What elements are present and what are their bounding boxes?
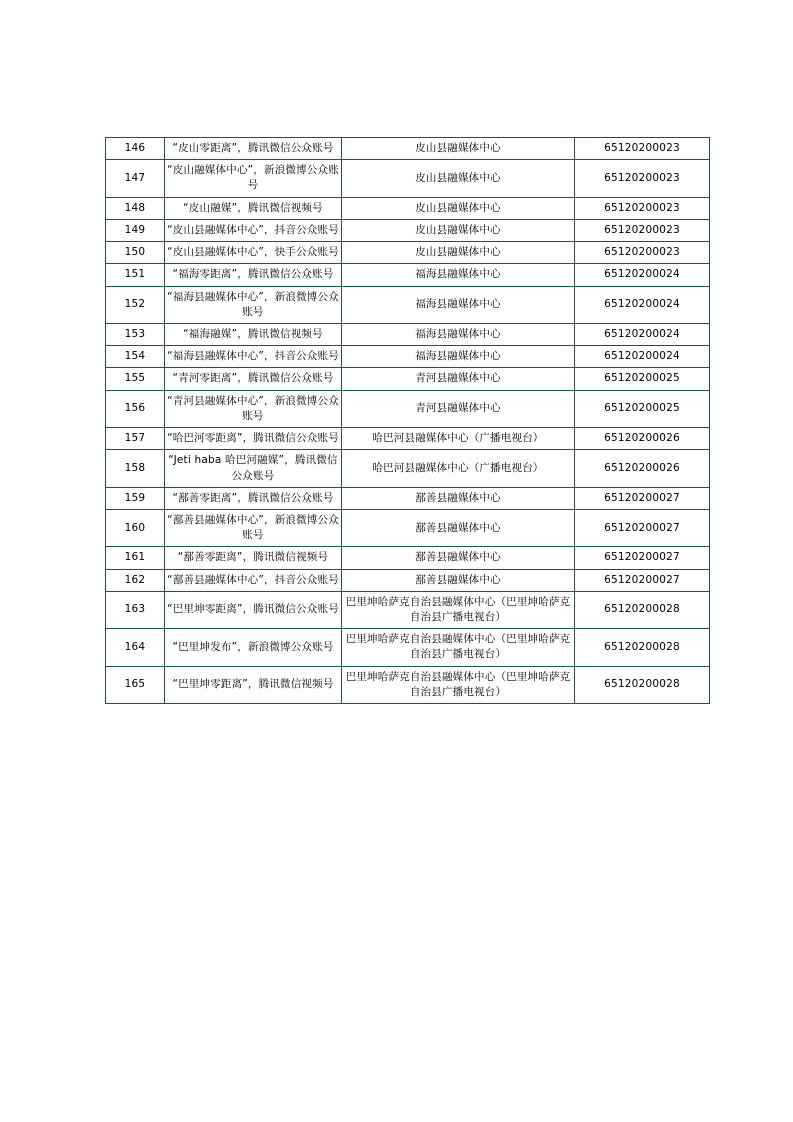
cell-organization: 福海县融媒体中心 <box>342 286 575 323</box>
cell-serial-number: 151 <box>106 264 165 286</box>
cell-serial-number: 149 <box>106 219 165 241</box>
table-row <box>106 569 710 591</box>
table-row <box>106 346 710 368</box>
table-body <box>106 138 710 704</box>
cell-code: 65120200025 <box>575 368 710 390</box>
cell-code: 65120200023 <box>575 160 710 197</box>
cell-account-name: “哈巴河零距离”，腾讯微信公众账号 <box>165 428 342 450</box>
cell-account-name: “青河零距离”，腾讯微信公众账号 <box>165 368 342 390</box>
cell-code: 65120200023 <box>575 242 710 264</box>
cell-serial-number: 152 <box>106 286 165 323</box>
cell-organization: 鄯善县融媒体中心 <box>342 569 575 591</box>
cell-organization: 巴里坤哈萨克自治县融媒体中心（巴里坤哈萨克自治县广播电视台） <box>342 591 575 628</box>
cell-organization: 福海县融媒体中心 <box>342 346 575 368</box>
table-row <box>106 390 710 427</box>
cell-serial-number: 163 <box>106 591 165 628</box>
cell-organization: 皮山县融媒体中心 <box>342 197 575 219</box>
cell-account-name: “皮山零距离”，腾讯微信公众账号 <box>165 138 342 160</box>
cell-serial-number: 165 <box>106 666 165 703</box>
cell-organization: 皮山县融媒体中心 <box>342 138 575 160</box>
cell-code: 65120200023 <box>575 138 710 160</box>
table-row <box>106 428 710 450</box>
table-row <box>106 219 710 241</box>
cell-organization: 鄯善县融媒体中心 <box>342 487 575 509</box>
cell-serial-number: 160 <box>106 509 165 546</box>
table-row <box>106 629 710 666</box>
cell-organization: 皮山县融媒体中心 <box>342 242 575 264</box>
cell-code: 65120200024 <box>575 323 710 345</box>
cell-serial-number: 158 <box>106 450 165 487</box>
cell-account-name: “青河县融媒体中心”，新浪微博公众账号 <box>165 390 342 427</box>
cell-serial-number: 154 <box>106 346 165 368</box>
cell-code: 65120200027 <box>575 547 710 569</box>
cell-organization: 皮山县融媒体中心 <box>342 160 575 197</box>
cell-account-name: “巴里坤发布”，新浪微博公众账号 <box>165 629 342 666</box>
cell-code: 65120200028 <box>575 666 710 703</box>
cell-account-name: “皮山县融媒体中心”，抖音公众账号 <box>165 219 342 241</box>
table-row <box>106 547 710 569</box>
cell-organization: 巴里坤哈萨克自治县融媒体中心（巴里坤哈萨克自治县广播电视台） <box>342 629 575 666</box>
cell-account-name: “皮山融媒体中心”，新浪微博公众账号 <box>165 160 342 197</box>
cell-serial-number: 147 <box>106 160 165 197</box>
table-row <box>106 323 710 345</box>
media-registry-table <box>105 137 710 704</box>
media-registry-table-wrapper <box>105 137 689 704</box>
table-row <box>106 450 710 487</box>
cell-organization: 皮山县融媒体中心 <box>342 219 575 241</box>
cell-account-name: “鄯善零距离”，腾讯微信视频号 <box>165 547 342 569</box>
table-row <box>106 286 710 323</box>
table-row <box>106 138 710 160</box>
cell-account-name: “福海县融媒体中心”，新浪微博公众账号 <box>165 286 342 323</box>
cell-serial-number: 150 <box>106 242 165 264</box>
cell-serial-number: 155 <box>106 368 165 390</box>
cell-account-name: “巴里坤零距离”，腾讯微信视频号 <box>165 666 342 703</box>
cell-account-name: “鄯善零距离”，腾讯微信公众账号 <box>165 487 342 509</box>
cell-code: 65120200028 <box>575 591 710 628</box>
table-row <box>106 160 710 197</box>
cell-serial-number: 153 <box>106 323 165 345</box>
cell-serial-number: 148 <box>106 197 165 219</box>
cell-organization: 青河县融媒体中心 <box>342 390 575 427</box>
cell-organization: 巴里坤哈萨克自治县融媒体中心（巴里坤哈萨克自治县广播电视台） <box>342 666 575 703</box>
cell-code: 65120200024 <box>575 286 710 323</box>
table-row <box>106 487 710 509</box>
cell-account-name: “巴里坤零距离”，腾讯微信公众账号 <box>165 591 342 628</box>
cell-code: 65120200023 <box>575 197 710 219</box>
table-row <box>106 242 710 264</box>
cell-serial-number: 161 <box>106 547 165 569</box>
cell-organization: 哈巴河县融媒体中心（广播电视台） <box>342 450 575 487</box>
cell-account-name: “皮山县融媒体中心”，快手公众账号 <box>165 242 342 264</box>
cell-code: 65120200026 <box>575 450 710 487</box>
cell-account-name: “鄯善县融媒体中心”，抖音公众账号 <box>165 569 342 591</box>
cell-account-name: “福海零距离”，腾讯微信公众账号 <box>165 264 342 286</box>
table-row <box>106 197 710 219</box>
cell-code: 65120200025 <box>575 390 710 427</box>
cell-account-name: “福海县融媒体中心”，抖音公众账号 <box>165 346 342 368</box>
cell-account-name: “皮山融媒”，腾讯微信视频号 <box>165 197 342 219</box>
cell-organization: 鄯善县融媒体中心 <box>342 547 575 569</box>
table-row <box>106 264 710 286</box>
table-row <box>106 368 710 390</box>
cell-organization: 福海县融媒体中心 <box>342 264 575 286</box>
table-row <box>106 509 710 546</box>
cell-organization: 福海县融媒体中心 <box>342 323 575 345</box>
cell-serial-number: 146 <box>106 138 165 160</box>
cell-organization: 哈巴河县融媒体中心（广播电视台） <box>342 428 575 450</box>
cell-code: 65120200027 <box>575 569 710 591</box>
cell-code: 65120200024 <box>575 264 710 286</box>
cell-organization: 鄯善县融媒体中心 <box>342 509 575 546</box>
cell-code: 65120200024 <box>575 346 710 368</box>
cell-code: 65120200028 <box>575 629 710 666</box>
cell-serial-number: 159 <box>106 487 165 509</box>
cell-code: 65120200026 <box>575 428 710 450</box>
cell-code: 65120200027 <box>575 487 710 509</box>
table-row <box>106 666 710 703</box>
cell-account-name: “鄯善县融媒体中心”，新浪微博公众账号 <box>165 509 342 546</box>
cell-serial-number: 156 <box>106 390 165 427</box>
cell-code: 65120200023 <box>575 219 710 241</box>
cell-account-name: “福海融媒”，腾讯微信视频号 <box>165 323 342 345</box>
cell-account-name: “Jeti haba 哈巴河融媒”，腾讯微信公众账号 <box>165 450 342 487</box>
cell-serial-number: 157 <box>106 428 165 450</box>
table-row <box>106 591 710 628</box>
cell-serial-number: 164 <box>106 629 165 666</box>
cell-serial-number: 162 <box>106 569 165 591</box>
cell-organization: 青河县融媒体中心 <box>342 368 575 390</box>
cell-code: 65120200027 <box>575 509 710 546</box>
